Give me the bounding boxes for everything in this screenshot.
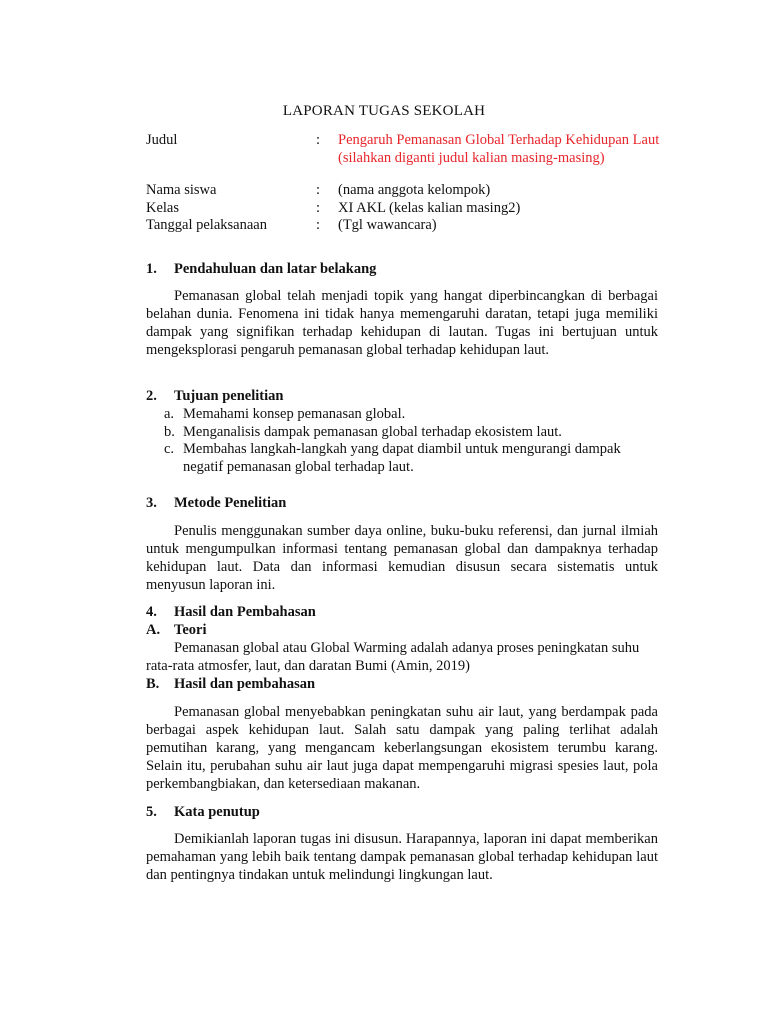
subsection-b-paragraph: Pemanasan global menyebabkan peningkatan suhu air laut, yang berdampak pada berbagai aspek kehidupan laut. Salah satu dampak yang paling terlihat adalah pemutihan karang, yang mengancam keberlangsungan ekosistem terumbu karang. Selain itu, perubahan suhu air laut juga dapat mempengaruhi migrasi spesies laut, pola perkembangbiakan, dan ketersediaan makanan.: [146, 704, 658, 792]
meta-colon: :: [316, 132, 321, 148]
list-text: Membahas langkah-langkah yang dapat diambil untuk mengurangi dampak negatif pemanasan global terhadap laut.: [183, 441, 621, 475]
subsection-mark: B.: [146, 676, 160, 692]
section-3-paragraph: Penulis menggunakan sumber daya online, buku-buku referensi, dan jurnal ilmiah untuk mengumpulkan informasi tentang pemanasan global dan dampaknya terhadap kehidupan laut. Data dan informasi kemudian disusun secara sistematis untuk menyusun laporan ini.: [146, 523, 658, 593]
subsection-b-heading: [146, 675, 315, 693]
meta-value-nama: (nama anggota kelompok): [338, 182, 491, 198]
section-5-paragraph: Demikianlah laporan tugas ini disusun. Harapannya, laporan ini dapat memberikan pemahaman yang lebih baik tentang dampak pemanasan global terhadap kehidupan laut dan pentingnya tindakan untuk melindungi lingkungan laut.: [146, 831, 658, 883]
section-title: Kata penutup: [174, 804, 260, 820]
document-title: LAPORAN TUGAS SEKOLAH: [282, 103, 486, 119]
section-1-paragraph: Pemanasan global telah menjadi topik yang hangat diperbincangkan di berbagai belahan dunia. Fenomena ini tidak hanya memengaruhi daratan, tetapi juga memiliki dampak yang signifikan terhadap kehidupan di lautan. Tugas ini bertujuan untuk mengeksplorasi pengaruh pemanasan global terhadap kehidupan laut.: [146, 288, 658, 358]
section-5-heading: [146, 803, 260, 821]
subsection-a-heading: [146, 621, 207, 639]
section-title: Hasil dan Pembahasan: [174, 604, 316, 620]
meta-value-kelas: XI AKL (kelas kalian masing2): [338, 200, 521, 216]
list-marker: b.: [164, 424, 175, 440]
section-title: Metode Penelitian: [174, 495, 287, 511]
meta-label-tanggal: Tanggal pelaksanaan: [146, 217, 267, 233]
meta-value-tanggal: (Tgl wawancara): [338, 217, 437, 233]
section-number: 1.: [146, 261, 157, 277]
subsection-title: Teori: [174, 622, 207, 638]
section-number: 5.: [146, 804, 157, 820]
section-number: 4.: [146, 604, 157, 620]
meta-label-judul: Judul: [146, 132, 178, 148]
list-marker: a.: [164, 406, 175, 422]
meta-colon: :: [316, 200, 321, 216]
subsection-a-paragraph: Pemanasan global atau Global Warming adalah adanya proses peningkatan suhu rata-rata atmosfer, laut, dan daratan Bumi (Amin, 2019): [146, 640, 640, 674]
section-3-heading: [146, 494, 286, 512]
section-title: Pendahuluan dan latar belakang: [174, 261, 377, 277]
section-1-heading: [146, 260, 376, 278]
meta-value-judul: Pengaruh Pemanasan Global Terhadap Kehidupan Laut (silahkan diganti judul kalian masing-masing): [338, 132, 660, 166]
meta-colon: :: [316, 182, 321, 198]
meta-label-kelas: Kelas: [146, 200, 180, 216]
list-text: Memahami konsep pemanasan global.: [183, 406, 406, 422]
section-2-heading: [146, 387, 283, 405]
section-title: Tujuan penelitian: [174, 388, 284, 404]
meta-label-nama: Nama siswa: [146, 182, 217, 198]
subsection-title: Hasil dan pembahasan: [174, 676, 316, 692]
subsection-mark: A.: [146, 622, 161, 638]
section-4-heading: [146, 603, 316, 621]
list-text: Menganalisis dampak pemanasan global terhadap ekosistem laut.: [183, 424, 562, 440]
section-number: 2.: [146, 388, 157, 404]
list-marker: c.: [164, 441, 175, 457]
section-number: 3.: [146, 495, 157, 511]
meta-colon: :: [316, 217, 321, 233]
